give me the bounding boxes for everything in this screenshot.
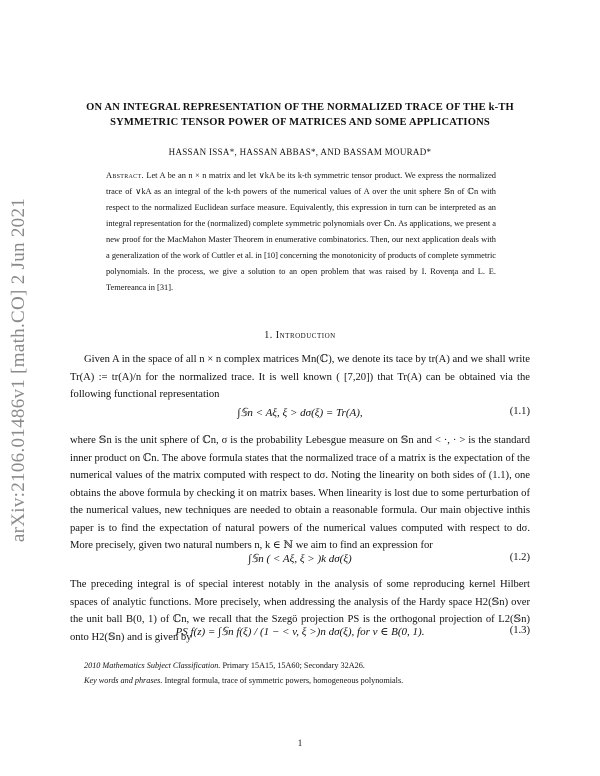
authors: HASSAN ISSA*, HASSAN ABBAS*, AND BASSAM MOURAD*: [168, 147, 432, 157]
title-line-2: SYMMETRIC TENSOR POWER OF MATRICES AND SOME APPLICATIONS: [110, 117, 490, 128]
section-title: Introduction: [275, 330, 336, 341]
paper-title: [60, 100, 540, 130]
paragraph-3: The preceding integral is of special interest notably in the analysis of some reproducing kernel Hilbert spaces of analytic functions. More precisely, when addressing the analysis of the Hardy space H2(𝕊n) over the unit ball B(0, 1) of ℂn, we recall that the Szegö projection PS is the orthogonal projection of L2(𝕊n) onto H2(𝕊n) and is given by: [70, 579, 530, 643]
arxiv-side-identifier: [4, 180, 34, 560]
arxiv-identifier-text: arXiv:2106.01486v1 [math.CO] 2 Jun 2021: [8, 197, 29, 543]
paragraph-2: where 𝕊n is the unit sphere of ℂn, σ is the probability Lebesgue measure on 𝕊n and < ·, · > is the standard inner product on ℂn. The above formula states that the normalized trace of a matrix is the expectation of the numerical values of the matrix computed with respect to dσ. Noting the linearity on both sides of (1.1), one obtains the above formula by checking it on matrix bases. When linearity is lost due to some perturbation of the numerical values, new techniques are needed to obtain a reasonable formula. Our main objective inthis paper is to find the expectation of natural powers of the numerical values computed with respect to dσ. More precisely, given two natural numbers n, k ∈ ℕ we aim to find an expression for: [70, 435, 530, 551]
footnote-msc-text: Primary 15A15, 15A60; Secondary 32A26.: [222, 661, 365, 670]
section-number: 1.: [264, 330, 273, 341]
abstract-text: Let A be an n × n matrix and let ∨kA be its k-th symmetric tensor product. We express the normalized trace of ∨kA as an integral of the k-th powers of the numerical values of A over the unit sphere 𝕊n of ℂn with respect to the normalized Euclidean surface measure. Equivalently, this expression in turn can be interpreted as an integral representation for the (normalized) complete symmetric polynomials over ℂn. As applications, we present a new proof for the MacMahon Master Theorem in enumerative combinatorics. Then, our next application deals with a generalization of the work of Cuttler et al. in [10] concerning the monotonicity of products of complete symmetric polynomials. In the process, we give a solution to an open problem that was raised by I. Rovenţa and L. E. Temereanca in [31].: [106, 171, 496, 292]
footnote-msc-label: 2010 Mathematics Subject Classification.: [84, 661, 221, 670]
formula-1-2: [70, 552, 530, 565]
formula-1-2-expression: ∫𝕊n ( < Aξ, ξ > )k dσ(ξ): [248, 553, 352, 565]
footnotes: [84, 658, 514, 688]
paragraph-1: Given A in the space of all n × n complex matrices Mn(ℂ), we denote its tace by tr(A) and we shall write Tr(A) := tr(A)/n for the normalized trace. It is well known ( [7,20]) that Tr(A) can be obtained via the following functional representation: [70, 354, 530, 400]
footnote-msc: [84, 658, 514, 673]
formula-1-1: [70, 406, 530, 419]
formula-1-1-number: (1.1): [509, 406, 530, 417]
page-number: 1: [297, 738, 303, 748]
footnote-keywords: [84, 673, 514, 688]
formula-1-3-number: (1.3): [509, 625, 530, 636]
formula-1-3: [70, 625, 530, 638]
footnote-keywords-label: Key words and phrases.: [84, 676, 163, 685]
formula-1-3-expression: PS f(z) = ∫𝕊n f(ξ) / (1 − < v, ξ >)n dσ(ξ), for v ∈ B(0, 1).: [175, 626, 425, 638]
abstract-label: Abstract.: [106, 171, 144, 180]
footnote-keywords-text: Integral formula, trace of symmetric powers, homogeneous polynomials.: [164, 676, 404, 685]
section-heading: [60, 330, 540, 341]
formula-1-1-expression: ∫𝕊n < Aξ, ξ > dσ(ξ) = Tr(A),: [237, 407, 363, 419]
title-line-1: ON AN INTEGRAL REPRESENTATION OF THE NORMALIZED TRACE OF THE k-TH: [86, 102, 514, 113]
formula-1-2-number: (1.2): [509, 552, 530, 563]
abstract: [106, 168, 496, 296]
